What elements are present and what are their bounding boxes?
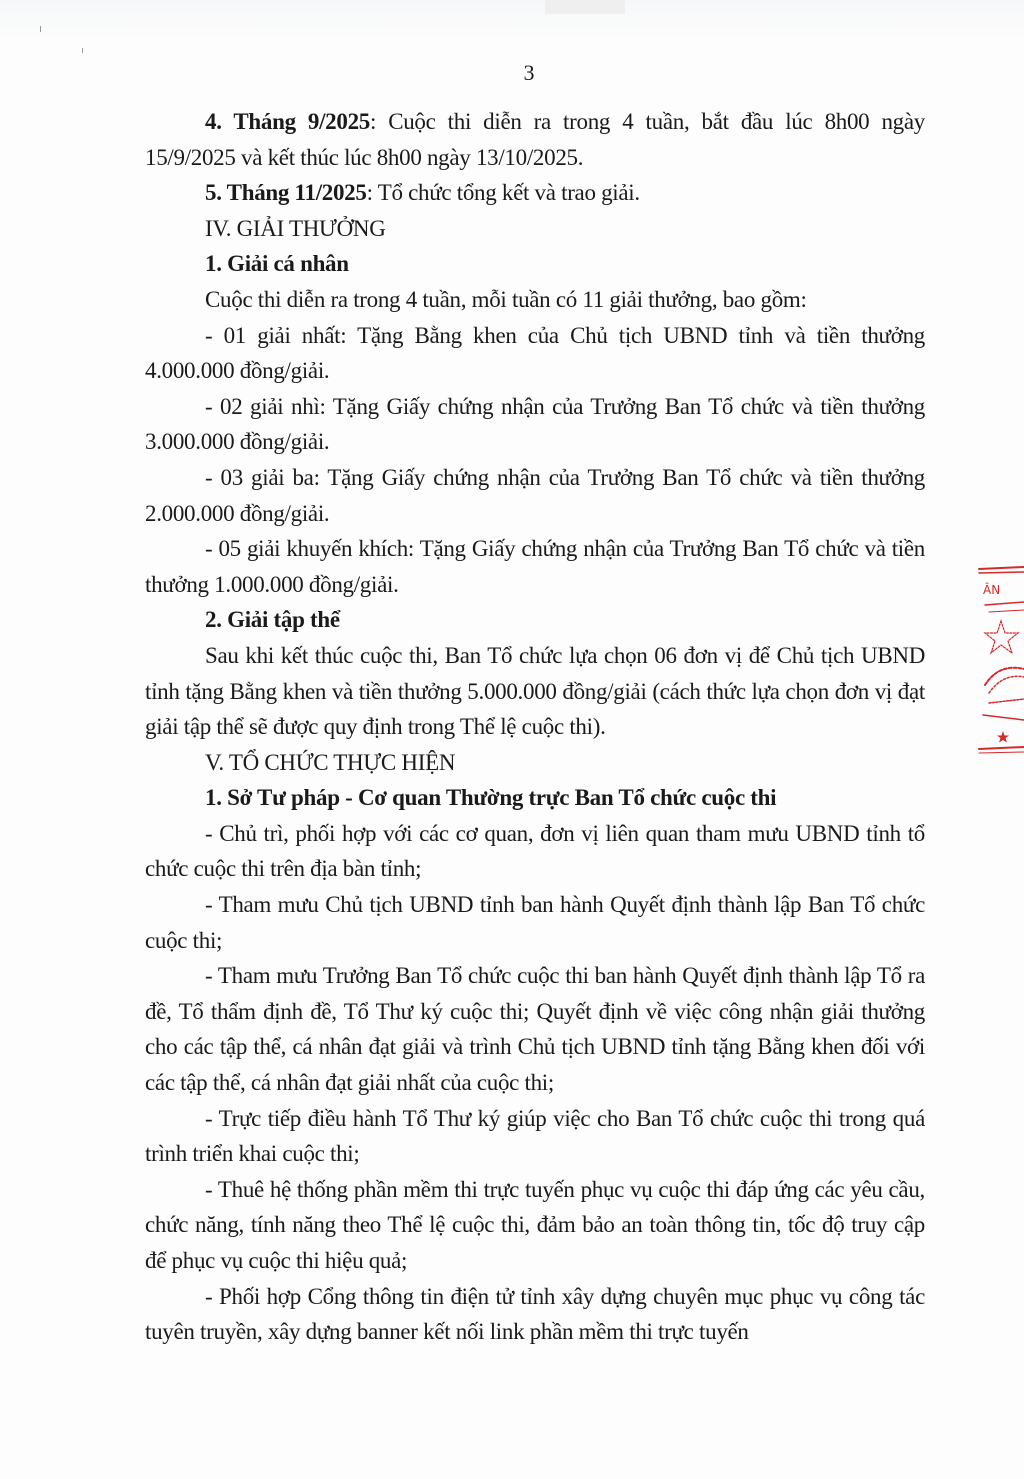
red-seal-stamp-fragment [975, 565, 1024, 755]
timeline-label: 4. Tháng 9/2025 [205, 109, 370, 134]
task-item: - Tham mưu Trưởng Ban Tổ chức cuộc thi ban hành Quyết định thành lập Tổ ra đề, Tổ thẩm định đề, Tổ Thư ký cuộc thi; Quyết định về việc công nhận giải thưởng cho các tập thể, cá nhân đạt giải và trình Chủ tịch UBND tỉnh tặng Bằng khen đối với các tập thể, cá nhân đạt giải nhất của cuộc thi; [145, 963, 925, 1096]
scan-smudge [545, 0, 625, 14]
collective-prize-title: 2. Giải tập thể [205, 607, 340, 633]
section-iv-title: IV. GIẢI THƯỞNG [205, 215, 386, 241]
timeline-text: : Cuộc thi diễn ra trong 4 tuần, bắt đầu lúc 8h00 ngày 15/9/2025 và kết thúc lúc 8h00 ngày 13/10/2025. [145, 109, 925, 170]
individual-prize-title: 1. Giải cá nhân [205, 251, 349, 277]
prize-third: - 03 giải ba: Tặng Giấy chứng nhận của Trưởng Ban Tổ chức và tiền thưởng 2.000.000 đồng/giải. [145, 464, 925, 526]
prize-second: - 02 giải nhì: Tặng Giấy chứng nhận của Trưởng Ban Tổ chức và tiền thưởng 3.000.000 đồng/giải. [145, 393, 925, 455]
task-item: - Phối hợp Cổng thông tin điện tử tỉnh xây dựng chuyên mục phục vụ công tác tuyên truyền, xây dựng banner kết nối link phần mềm thi trực tuyến [145, 1283, 925, 1345]
timeline-item-4 [145, 104, 925, 175]
task-item: - Chủ trì, phối hợp với các cơ quan, đơn vị liên quan tham mưu UBND tỉnh tổ chức cuộc thi trên địa bàn tỉnh; [145, 820, 925, 882]
task-item: - Thuê hệ thống phần mềm thi trực tuyến phục vụ cuộc thi đáp ứng các yêu cầu, chức năng, tính năng theo Thể lệ cuộc thi, đảm bảo an toàn thông tin, tốc độ truy cập để phục vụ cuộc thi hiệu quả; [145, 1176, 925, 1273]
collective-prize-text: Sau khi kết thúc cuộc thi, Ban Tổ chức lựa chọn 06 đơn vị để Chủ tịch UBND tỉnh tặng Bằng khen và tiền thưởng 5.000.000 đồng/giải (cách thức lựa chọn đơn vị đạt giải tập thể sẽ được quy định trong Thể lệ cuộc thi). [145, 642, 925, 740]
prize-first: - 01 giải nhất: Tặng Bằng khen của Chủ tịch UBND tỉnh và tiền thưởng 4.000.000 đồng/giải. [145, 322, 925, 384]
scan-mark [82, 48, 83, 53]
scan-mark [40, 26, 41, 32]
task-item: - Tham mưu Chủ tịch UBND tỉnh ban hành Quyết định thành lập Ban Tổ chức cuộc thi; [145, 892, 925, 953]
timeline-item-5 [145, 175, 925, 211]
document-body [145, 104, 925, 1350]
timeline-label: 5. Tháng 11/2025 [205, 180, 367, 206]
page-number: 3 [523, 60, 535, 85]
task-item: - Trực tiếp điều hành Tổ Thư ký giúp việc cho Ban Tổ chức cuộc thi trong quá trình triển khai cuộc thi; [145, 1105, 925, 1167]
svg-text:ÂN: ÂN [983, 583, 1001, 597]
timeline-text: : Tổ chức tổng kết và trao giải. [366, 180, 640, 206]
prize-encouragement: - 05 giải khuyến khích: Tặng Giấy chứng nhận của Trưởng Ban Tổ chức và tiền thưởng 1.000.000 đồng/giải. [145, 536, 925, 597]
justice-dept-title: 1. Sở Tư pháp - Cơ quan Thường trực Ban Tổ chức cuộc thi [205, 785, 777, 811]
section-v-title: V. TỔ CHỨC THỰC HIỆN [205, 749, 456, 775]
individual-prize-intro: Cuộc thi diễn ra trong 4 tuần, mỗi tuần có 11 giải thưởng, bao gồm: [205, 286, 807, 312]
seal-icon [975, 565, 1024, 755]
